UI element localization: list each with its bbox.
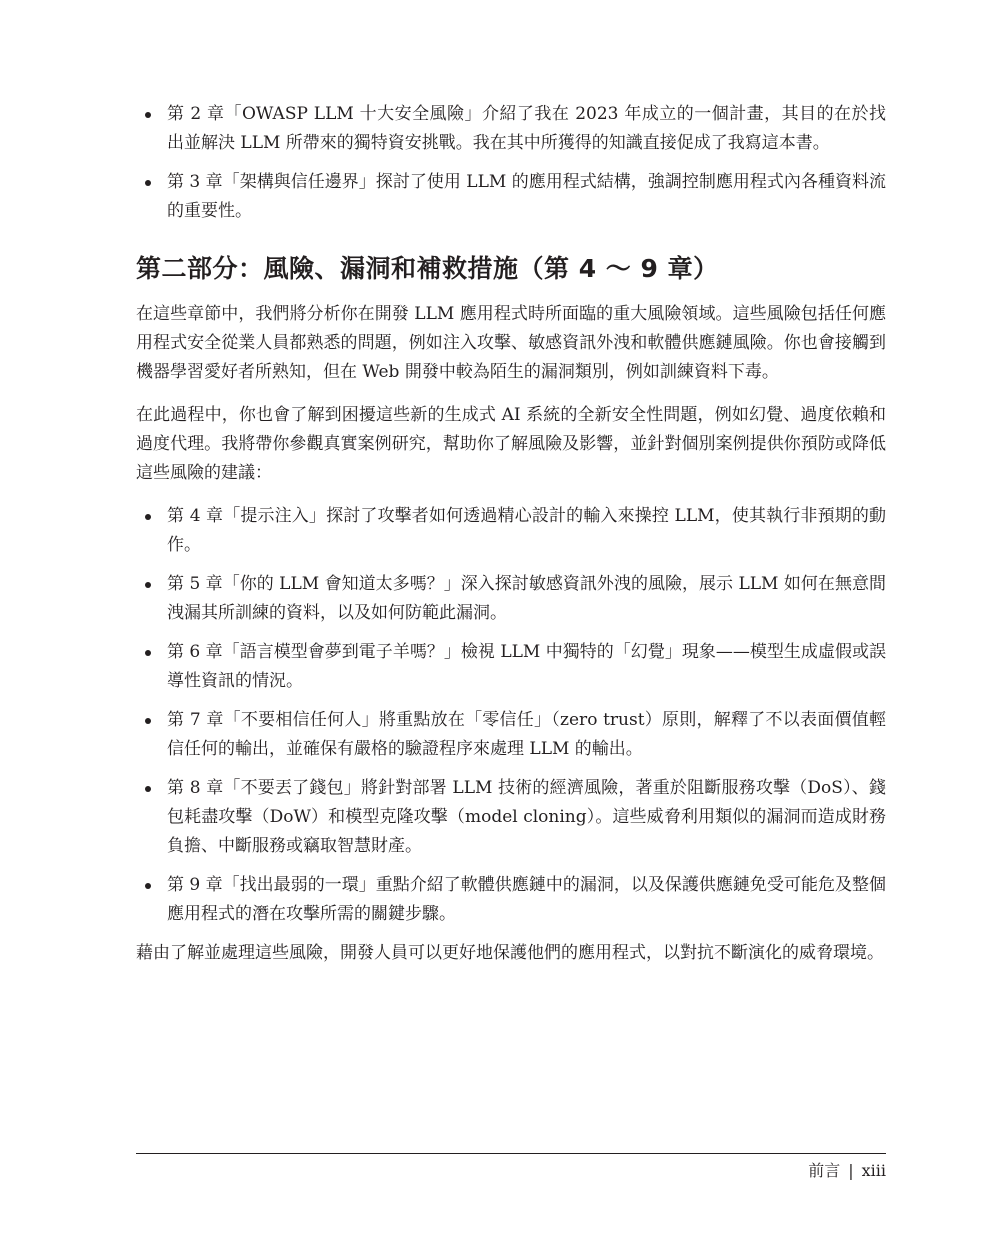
- intro-paragraph: 在這些章節中，我們將分析你在開發 LLM 應用程式時所面臨的重大風險領域。這些風險包括任何應用程式安全從業人員都熟悉的問題，例如注入攻擊、敏感資訊外洩和軟體供應鏈風險。你也會接觸到機器學習愛好者所熟知，但在 Web 開發中較為陌生的漏洞類別，例如訓練資料下毒。: [136, 304, 886, 382]
- bullet-dot: [145, 786, 151, 792]
- list-item: [136, 871, 886, 929]
- list-item: [136, 168, 886, 226]
- footer-section-label: 前言: [808, 1161, 841, 1180]
- section-heading: 第二部分：風險、漏洞和補救措施（第 4 ～ 9 章）: [136, 254, 719, 283]
- bullet-dot: [145, 514, 151, 520]
- list-item-text: 第 4 章「提示注入」探討了攻擊者如何透過精心設計的輸入來操控 LLM，使其執行非預期的動作。: [167, 506, 886, 555]
- list-item: [136, 570, 886, 628]
- page-number: xiii: [861, 1161, 886, 1180]
- closing-paragraph: 藉由了解並處理這些風險，開發人員可以更好地保護他們的應用程式，以對抗不斷演化的威脅環境。: [136, 943, 884, 963]
- list-item: [136, 774, 886, 861]
- footer-divider: [136, 1153, 886, 1154]
- list-item: [136, 706, 886, 764]
- list-item-text: 第 6 章「語言模型會夢到電子羊嗎？」檢視 LLM 中獨特的「幻覺」現象——模型生成虛假或誤導性資訊的情況。: [167, 642, 886, 691]
- bullet-dot: [145, 650, 151, 656]
- bullet-dot: [145, 718, 151, 724]
- bullet-dot: [145, 883, 151, 889]
- page-content: [136, 100, 886, 982]
- list-item-text: 第 8 章「不要丟了錢包」將針對部署 LLM 技術的經濟風險，著重於阻斷服務攻擊（DoS）、錢包耗盡攻擊（DoW）和模型克隆攻擊（model cloning）。這些威脅利用類似的漏洞而造成財務負擔、中斷服務或竊取智慧財產。: [167, 778, 886, 856]
- list-item-text: 第 3 章「架構與信任邊界」探討了使用 LLM 的應用程式結構，強調控制應用程式內各種資料流的重要性。: [167, 172, 886, 221]
- intro-paragraph: 在此過程中，你也會了解到困擾這些新的生成式 AI 系統的全新安全性問題，例如幻覺、過度依賴和過度代理。我將帶你參觀真實案例研究，幫助你了解風險及影響，並針對個別案例提供你預防或降低這些風險的建議：: [136, 405, 886, 483]
- list-item: [136, 100, 886, 158]
- part2-chapter-list: [136, 502, 886, 929]
- bullet-dot: [145, 582, 151, 588]
- page-footer: [808, 1160, 886, 1182]
- list-item-text: 第 2 章「OWASP LLM 十大安全風險」介紹了我在 2023 年成立的一個計畫，其目的在於找出並解決 LLM 所帶來的獨特資安挑戰。我在其中所獲得的知識直接促成了我寫這本書。: [167, 104, 886, 153]
- list-item: [136, 502, 886, 560]
- footer-separator: |: [848, 1161, 854, 1180]
- list-item-text: 第 7 章「不要相信任何人」將重點放在「零信任」（zero trust）原則，解釋了不以表面價值輕信任何的輸出，並確保有嚴格的驗證程序來處理 LLM 的輸出。: [167, 710, 886, 759]
- bullet-dot: [145, 112, 151, 118]
- list-item-text: 第 9 章「找出最弱的一環」重點介紹了軟體供應鏈中的漏洞，以及保護供應鏈免受可能危及整個應用程式的潛在攻擊所需的關鍵步驟。: [167, 875, 886, 924]
- list-item: [136, 638, 886, 696]
- bullet-dot: [145, 180, 151, 186]
- part1-chapter-list: [136, 100, 886, 226]
- list-item-text: 第 5 章「你的 LLM 會知道太多嗎？」深入探討敏感資訊外洩的風險，展示 LLM 如何在無意間洩漏其所訓練的資料，以及如何防範此漏洞。: [167, 574, 886, 623]
